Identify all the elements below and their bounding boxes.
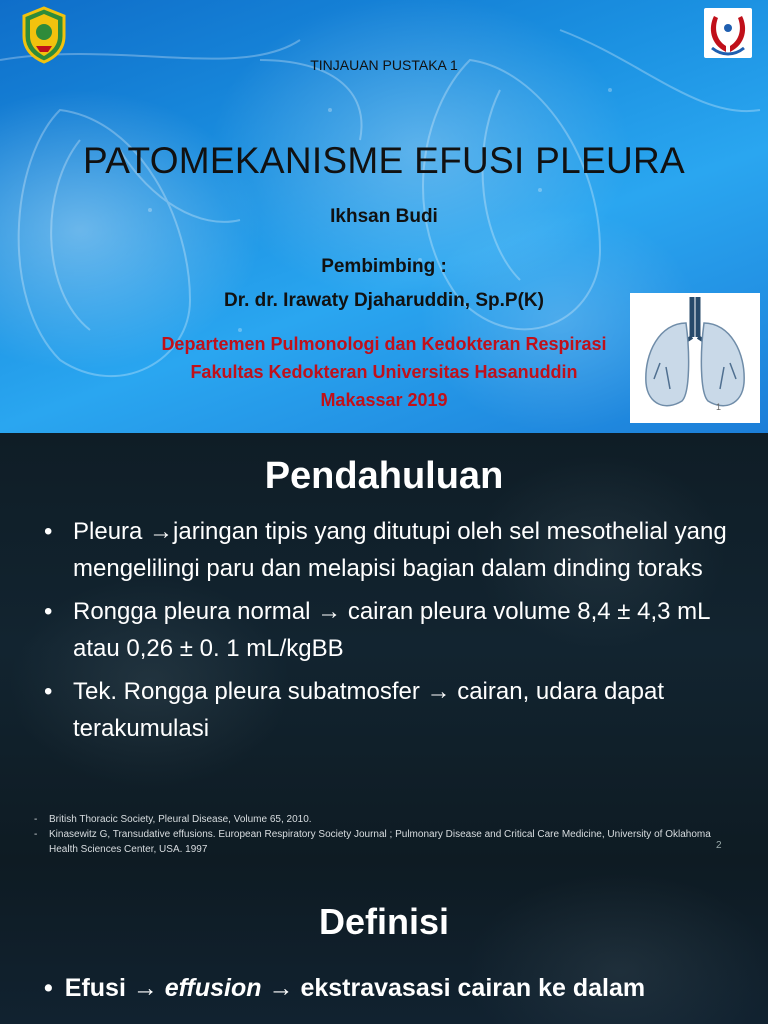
page-title: PATOMEKANISME EFUSI PLEURA [83,140,685,181]
bullet-icon: • [44,678,53,705]
bullet-list [44,513,734,753]
bullet-icon: • [44,598,53,625]
bullet-text: Pleura →jaringan tipis yang ditutupi oleh sel mesothelial yang mengelilingi paru dan melapisi bagian dalam dinding toraks [73,518,727,582]
bullet-text-emphasis: effusion [164,974,262,1002]
hospital-logo-icon [704,8,752,58]
reference-text: British Thoracic Society, Pleural Disease, Volume 65, 2010. [49,814,312,825]
institution-department: Departemen Pulmonologi dan Kedokteran Respirasi [161,334,607,354]
dash-icon: - [34,814,38,825]
presentation-type: TINJAUAN PUSTAKA 1 [310,57,458,73]
bullet-icon: • [44,518,53,545]
section-heading: Definisi [318,901,450,942]
dash-icon: - [34,829,38,840]
institution-city-year: Makassar 2019 [320,390,448,410]
reference-item [34,812,724,827]
bullet-icon: • [44,974,53,1002]
list-item [44,974,744,1003]
introduction-slide [0,433,768,861]
list-item [44,593,734,667]
bullet-text-start: Efusi → [64,974,165,1002]
slide-number: 1 [716,402,722,412]
advisor-name: Dr. dr. Irawaty Djaharuddin, Sp.P(K) [224,290,544,311]
bullet-text: Tek. Rongga pleura subatmosfer → cairan, udara dapat terakumulasi [73,678,665,742]
institution-faculty: Fakultas Kedokteran Universitas Hasanuddin [190,362,578,382]
section-heading: Pendahuluan [264,455,504,497]
title-slide [0,0,768,433]
list-item [44,673,734,747]
advisor-label: Pembimbing : [321,256,447,277]
bullet-text-end: → ekstravasasi cairan ke dalam [261,974,646,1002]
author-name: Ikhsan Budi [330,206,438,227]
bullet-text: Rongga pleura normal → cairan pleura volume 8,4 ± 4,3 mL atau 0,26 ± 0. 1 mL/kgBB [73,598,710,662]
lung-illustration-image [630,293,760,423]
university-crest-icon [20,6,68,64]
definition-slide [0,861,768,1024]
slide-number: 2 [716,840,722,851]
reference-item [34,827,724,857]
list-item [44,513,734,587]
references [34,812,724,857]
reference-text: Kinasewitz G, Transudative effusions. European Respiratory Society Journal ; Pulmonary Disease and Critical Care Medicine, University of Oklahoma Health Sciences Center, USA. 1997 [49,829,711,855]
